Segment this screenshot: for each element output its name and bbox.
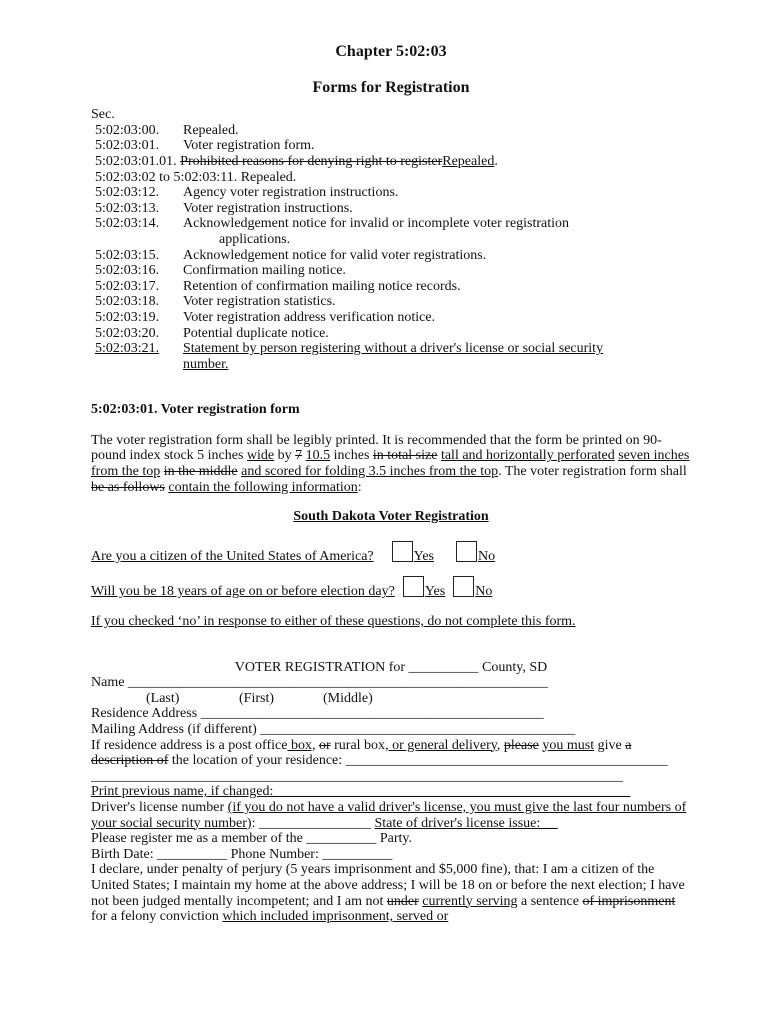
section-paragraph: The voter registration form shall be legibly printed. It is recommended that the form be printed on 90-pound index stock 5 inches wide by 7 10.5 inches in total size tall and horizontally perforated seven inches from the top in the middle and scored for folding 3.5 inches from the top. The voter registration form shall be as follows contain the following information:	[91, 432, 690, 495]
toc-item: 5:02:03:14. Acknowledgement notice for invalid or incomplete voter registration	[95, 216, 570, 232]
toc-item: 5:02:03:17. Retention of confirmation mailing notice records.	[95, 278, 461, 294]
toc-item: 5:02:03:16. Confirmation mailing notice.	[95, 263, 346, 279]
citizen-question: Are you a citizen of the United States of America? Yes No	[91, 541, 691, 565]
toc-item: 5:02:03:18. Voter registration statistics.	[95, 294, 336, 310]
toc-item-continuation: applications.	[219, 231, 291, 247]
toc-item: 5:02:03:12. Agency voter registration instructions.	[95, 185, 399, 201]
chapter-title: Chapter 5:02:03	[335, 43, 447, 60]
blank-line[interactable]: ____________________________________________________________________________	[91, 768, 623, 784]
toc-item: 5:02:03:01.01. Prohibited reasons for denying right to register Repealed .	[95, 153, 498, 169]
name-parts: (Last) (First) (Middle)	[146, 690, 373, 706]
page-heading: Forms for Registration	[312, 78, 470, 96]
citizen-no-checkbox[interactable]	[456, 541, 477, 562]
toc-item: 5:02:03:19. Voter registration address verification notice.	[95, 309, 436, 325]
mailing-field[interactable]: Mailing Address (if different) _____________________________________________	[91, 722, 576, 737]
warning-text: If you checked ‘no’ in response to either of these questions, do not complete this form.	[91, 614, 576, 630]
citizen-yes-checkbox[interactable]	[392, 541, 413, 562]
form-header: VOTER REGISTRATION for __________ County, SD	[234, 659, 548, 675]
previous-name-field[interactable]: Print previous name, if changed:___________________________________________________	[91, 784, 631, 800]
declaration-paragraph: I declare, under penalty of perjury (5 years imprisonment and $5,000 fine), that: I am a citizen of the United States; I maintain my home at the above address; I will be 18 on or before the next election; I have not been judged mentally incompetent; and I am not under currently serving a sentence of imprisonment for a felony conviction which included imprisonment, served or	[91, 862, 685, 925]
table-of-contents	[91, 107, 691, 372]
birth-phone-field[interactable]: Birth Date: __________ Phone Number: __________	[91, 846, 393, 862]
toc-item: 5:02:03:20. Potential duplicate notice.	[95, 325, 329, 341]
form-title: South Dakota Voter Registration	[293, 509, 489, 525]
age-yes-checkbox[interactable]	[403, 576, 424, 597]
toc-item-continuation: number.	[183, 356, 229, 372]
toc-item: 5:02:03:02 to 5:02:03:11. Repealed.	[95, 169, 297, 185]
toc-item: 5:02:03:00. Repealed.	[95, 122, 239, 138]
toc-item: 5:02:03:21. Statement by person registering without a driver's license or social security	[95, 341, 604, 357]
section-heading: 5:02:03:01. Voter registration form	[91, 402, 300, 418]
toc-item: 5:02:03:13. Voter registration instructions.	[95, 200, 353, 216]
po-box-paragraph: If residence address is a post office box, or rural box, or general delivery, please you must give a description of the location of your residence: ______________________________________________	[91, 737, 668, 769]
name-field[interactable]: Name ____________________________________________________________	[91, 675, 548, 691]
drivers-license-field[interactable]: Driver's license number (if you do not have a valid driver's license, you must give the last four numbers of your social security number): ________________ State of driver's license issue: __	[91, 799, 687, 831]
toc-item: 5:02:03:01. Voter registration form.	[95, 138, 315, 154]
party-field[interactable]: Please register me as a member of the __________ Party.	[91, 831, 413, 847]
toc-item: 5:02:03:15. Acknowledgement notice for valid voter registrations.	[95, 247, 487, 263]
document-page	[91, 44, 691, 925]
age-question: Will you be 18 years of age on or before election day? Yes No	[91, 576, 691, 600]
residence-field[interactable]: Residence Address _________________________________________________	[91, 706, 544, 722]
age-no-checkbox[interactable]	[453, 576, 474, 597]
sec-label: Sec.	[91, 107, 115, 123]
